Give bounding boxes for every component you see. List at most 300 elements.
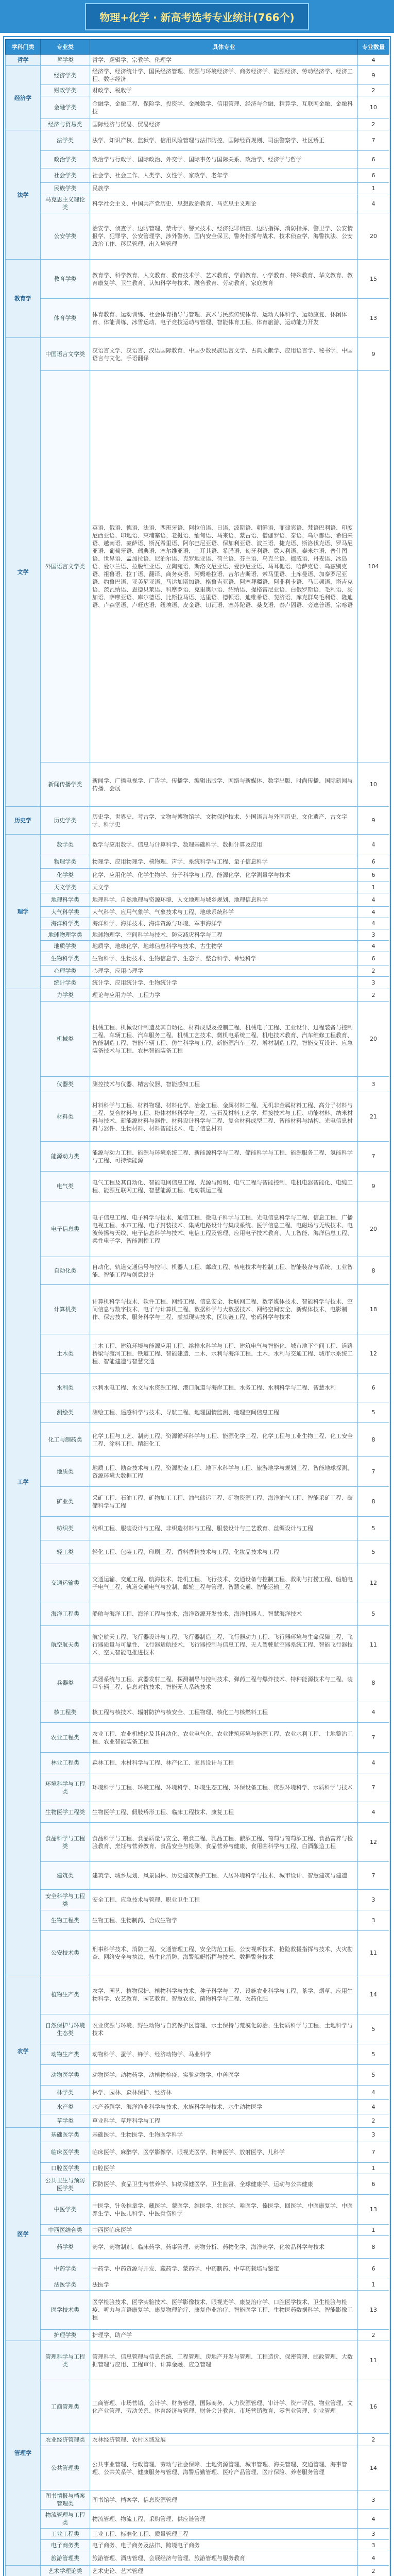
cell-neirong: 生物科学、生物技术、生物信息学、生态学、整合科学、神经科学 — [90, 952, 358, 965]
cell-leibie: 动物医学类 — [41, 2065, 90, 2086]
cell-neirong: 水产养殖学、海洋渔业科学与技术、水族科学与技术、水生动物医学 — [90, 2100, 358, 2114]
table-row — [6, 55, 389, 66]
cell-shuliang: 2 — [358, 2434, 389, 2446]
cell-shuliang: 1 — [358, 2163, 389, 2174]
cell-shuliang: 9 — [358, 66, 389, 85]
table-row — [6, 1423, 389, 1457]
cell-leibie: 地质类 — [41, 1457, 90, 1487]
cell-shuliang: 4 — [358, 1753, 389, 1773]
table-row — [6, 168, 389, 183]
cell-neirong: 森林工程、木材科学与工程、林产化工、家具设计与工程 — [90, 1753, 358, 1773]
table-row — [6, 2014, 389, 2044]
cell-leibie: 土木类 — [41, 1334, 90, 1374]
cell-neirong: 武器系统与工程、武器发射工程、探测制导与控制技术、弹药工程与爆炸技术、特种能源技术与工程、装甲车辆工程、信息对抗技术、智能无人系统技术 — [90, 1664, 358, 1702]
cell-leibie: 外国语言文学类 — [41, 371, 90, 762]
cell-neirong: 电子商务、电子商务及法律、跨境电子商务 — [90, 2540, 358, 2551]
cell-neirong: 金融学、金融工程、保险学、投资学、金融数学、信用管理、经济与金融、精算学、互联网金融、金融科技 — [90, 96, 358, 119]
cell-leibie: 政治学类 — [41, 151, 90, 168]
title-banner — [0, 0, 394, 33]
cell-shuliang: 14 — [358, 2446, 389, 2490]
cell-neirong: 中医学、针灸推拿学、藏医学、蒙医学、维医学、壮医学、哈医学、傣医学、回医学、中医康复学、中医养生学、中医儿科学、中医骨伤科学 — [90, 2195, 358, 2225]
cell-neirong: 国际经济与贸易、贸易经济 — [90, 119, 358, 130]
cell-leibie: 矿业类 — [41, 1487, 90, 1517]
cell-neirong: 电子信息工程、电子科学与技术、通信工程、微电子科学与工程、光电信息科学与工程、信息工程、广播电视工程、水声工程、电子封装技术、集成电路设计与集成系统、医学信息工程、电磁场与无线技术、电波传播与天线、电子信息科学与技术、电信工程及管理、应用电子技术教育、人工智能、海洋信息工程、柔性电子学、智能测控工程 — [90, 1201, 358, 1257]
cell-shuliang: 3 — [358, 2529, 389, 2540]
table-row — [6, 762, 389, 807]
cell-neirong: 轻化工程、包装工程、印刷工程、香料香精技术与工程、化妆品技术与工程 — [90, 1540, 358, 1564]
cell-neirong: 材料科学与工程、材料物理、材料化学、冶金工程、金属材料工程、无机非金属材料工程、高分子材料与工程、复合材料与工程、粉体材料科学与工程、宝石及材料工艺学、焊接技术与工程、功能材料、纳米材料与技术、新能源材料与器件、材料设计科学与工程、复合材料成型工程、智能材料与结构、光电信息材料与器件、生物材料、材料智能技术、电子信息材料 — [90, 1092, 358, 1142]
cell-shuliang: 7 — [358, 1457, 389, 1487]
table-row — [6, 194, 389, 213]
table-row — [6, 1753, 389, 1773]
cell-menlei: 教育学 — [6, 260, 41, 338]
cell-neirong: 纺织工程、服装设计与工程、非织造材料与工程、服装设计与工艺教育、丝绸设计与工程 — [90, 1517, 358, 1540]
table-row — [6, 119, 389, 130]
cell-shuliang: 10 — [358, 96, 389, 119]
cell-neirong: 建筑学、城乡规划、风景园林、历史建筑保护工程、人居环境科学与技术、城市设计、智慧建筑与建造 — [90, 1862, 358, 1890]
cell-leibie: 海洋工程类 — [41, 1602, 90, 1626]
cell-neirong: 中西医临床医学 — [90, 2225, 358, 2236]
cell-menlei: 文学 — [6, 338, 41, 807]
cell-neirong: 船舶与海洋工程、海洋工程与技术、海洋资源开发技术、海洋机器人、智慧海洋技术 — [90, 1602, 358, 1626]
table-row — [6, 2065, 389, 2086]
table-row — [6, 918, 389, 929]
cell-shuliang: 5 — [358, 1517, 389, 1540]
cell-leibie: 电气类 — [41, 1172, 90, 1201]
cell-leibie: 哲学类 — [41, 55, 90, 66]
cell-leibie: 测绘类 — [41, 1402, 90, 1423]
cell-leibie: 生物工程类 — [41, 1910, 90, 1931]
cell-shuliang: 4 — [358, 907, 389, 918]
cell-shuliang: 9 — [358, 1172, 389, 1201]
cell-leibie: 药学类 — [41, 2236, 90, 2259]
cell-shuliang: 2 — [358, 965, 389, 977]
cell-neirong: 汉语言文学、汉语言、汉语国际教育、中国少数民族语言文学、古典文献学、应用语言学、秘书学、中国语言与文化、手语翻译 — [90, 338, 358, 371]
cell-neirong: 治安学、侦查学、边防管理、禁毒学、警犬技术、经济犯罪侦查、边防指挥、消防指挥、警卫学、公安情报学、犯罪学、公安管理学、涉外警务、国内安全保卫、警务指挥与战术、技术侦查学、海警执法、公安政治工作、移民管理、出入境管理 — [90, 213, 358, 260]
cell-neirong: 农学、园艺、植物保护、植物科学与技术、种子科学与工程、设施农业科学与工程、茶学、烟草、应用生物科学、农艺教育、园艺教育、智慧农业、菌物科学与工程、农药化肥 — [90, 1975, 358, 2014]
cell-shuliang: 1 — [358, 2225, 389, 2236]
cell-leibie: 公安技术类 — [41, 1931, 90, 1975]
table-row — [6, 1002, 389, 1077]
cell-neirong: 环境科学与工程、环境工程、环境科学、环境生态工程、环保设备工程、资源环境科学、水质科学与技术 — [90, 1773, 358, 1802]
cell-leibie: 兵器类 — [41, 1664, 90, 1702]
cell-shuliang: 2 — [358, 989, 389, 1002]
table-row — [6, 2434, 389, 2446]
cell-leibie: 中国语言文学类 — [41, 338, 90, 371]
cell-shuliang: 20 — [358, 1002, 389, 1077]
cell-neirong: 生物工程、生物制药、合成生物学 — [90, 1910, 358, 1931]
cell-leibie: 金融学类 — [41, 96, 90, 119]
cell-neirong: 农业资源与环境、野生动物与自然保护区管理、水土保持与荒漠化防治、生物质科学与工程、土地科学与技术 — [90, 2014, 358, 2044]
cell-neirong: 工业工程、标准化工程、质量管理工程 — [90, 2529, 358, 2540]
cell-neirong: 海洋科学、海洋技术、海洋资源与环境、军事海洋学 — [90, 918, 358, 929]
cell-leibie: 历史学类 — [41, 807, 90, 835]
cell-neirong: 医学检验技术、医学实验技术、医学影像技术、眼视光学、康复治疗学、口腔医学技术、卫生检验与检疫、听力与言语康复学、康复物理治疗、康复作业治疗、智能医学工程、生物医药数据科学、智能影像工程 — [90, 2291, 358, 2330]
cell-neirong: 法医学 — [90, 2279, 358, 2291]
cell-menlei: 农学 — [6, 1975, 41, 2128]
table-row — [6, 1890, 389, 1910]
cell-leibie: 财政学类 — [41, 85, 90, 96]
majors-table — [5, 39, 389, 2576]
table-row — [6, 260, 389, 299]
table-row — [6, 2380, 389, 2434]
cell-shuliang: 4 — [358, 2100, 389, 2114]
cell-leibie: 生物医学工程类 — [41, 1802, 90, 1823]
cell-menlei: 历史学 — [6, 807, 41, 835]
cell-shuliang: 4 — [358, 55, 389, 66]
cell-shuliang: 4 — [358, 2510, 389, 2529]
cell-shuliang: 4 — [358, 941, 389, 952]
cell-neirong: 食品科学与工程、食品质量与安全、粮食工程、乳品工程、酿酒工程、葡萄与葡萄酒工程、食品营养与检验教育、烹饪与营养教育、食品安全与检测、食品营养与健康、食用菌科学与工程、白酒酿造工程 — [90, 1823, 358, 1862]
table-row — [6, 1257, 389, 1285]
cell-leibie: 中医学类 — [41, 2195, 90, 2225]
table-row — [6, 130, 389, 151]
table-row — [6, 941, 389, 952]
cell-neirong: 财政学、税收学 — [90, 85, 358, 96]
cell-neirong: 大气科学、应用气象学、气象技术与工程、地球系统科学 — [90, 907, 358, 918]
cell-neirong: 土木工程、建筑环境与能源应用工程、给排水科学与工程、建筑电气与智能化、城市地下空间工程、道路桥梁与渡河工程、铁道工程、智能建造、土木、水利与海洋工程、土木、水利与交通工程、城市水系统工程、智能建造与智慧交通 — [90, 1334, 358, 1374]
cell-leibie: 马克思主义理论类 — [41, 194, 90, 213]
table-row — [6, 1773, 389, 1802]
cell-leibie: 航空航天类 — [41, 1626, 90, 1664]
cell-shuliang: 104 — [358, 371, 389, 762]
table-row — [6, 1702, 389, 1723]
table-row — [6, 96, 389, 119]
table-row — [6, 2510, 389, 2529]
cell-menlei: 工学 — [6, 989, 41, 1975]
cell-neirong: 哲学、逻辑学、宗教学、伦理学 — [90, 55, 358, 66]
cell-shuliang: 4 — [358, 835, 389, 855]
cell-shuliang: 20 — [358, 213, 389, 260]
cell-shuliang: 7 — [358, 1142, 389, 1172]
cell-neirong: 理论与应用力学、工程力学 — [90, 989, 358, 1002]
table-row — [6, 151, 389, 168]
table-row — [6, 1862, 389, 1890]
table-row — [6, 2142, 389, 2163]
table-row — [6, 835, 389, 855]
cell-neirong: 机械工程、机械设计制造及其自动化、材料成型及控制工程、机械电子工程、工业设计、过程装备与控制工程、车辆工程、汽车服务工程、机械工艺技术、微机电系统工程、机电技术教育、汽车维修工程教育、智能制造工程、智能车辆工程、仿生科学与工程、新能源汽车工程、增材制造工程、智能交互设计、应急装备技术与工程、农林智能装备工程 — [90, 1002, 358, 1077]
table-row — [6, 1334, 389, 1374]
cell-leibie: 核工程类 — [41, 1702, 90, 1723]
cell-leibie: 心理学类 — [41, 965, 90, 977]
cell-leibie: 工商管理类 — [41, 2380, 90, 2434]
table-row — [6, 807, 389, 835]
cell-leibie: 化工与制药类 — [41, 1423, 90, 1457]
table-row — [6, 1142, 389, 1172]
cell-neirong: 管理科学、信息管理与信息系统、工程管理、房地产开发与管理、工程造价、保密管理、邮政管理、大数据管理与应用、工程审计、计算金融、应急管理 — [90, 2341, 358, 2380]
cell-leibie: 统计学类 — [41, 977, 90, 989]
table-row — [6, 2279, 389, 2291]
cell-shuliang: 2 — [358, 119, 389, 130]
cell-leibie: 机械类 — [41, 1002, 90, 1077]
cell-neirong: 基础医学、生物医学、生物医学科学 — [90, 2128, 358, 2142]
cell-shuliang: 3 — [358, 2128, 389, 2142]
table-row — [6, 1602, 389, 1626]
cell-leibie: 旅游管理类 — [41, 2551, 90, 2566]
cell-leibie: 公共卫生与预防医学类 — [41, 2174, 90, 2195]
cell-leibie: 计算机类 — [41, 1285, 90, 1334]
cell-shuliang: 16 — [358, 2380, 389, 2434]
cell-menlei: 理学 — [6, 835, 41, 989]
table-row — [6, 2540, 389, 2551]
table-row — [6, 2291, 389, 2330]
cell-shuliang: 13 — [358, 299, 389, 338]
cell-menlei: 管理学 — [6, 2341, 41, 2566]
cell-shuliang: 6 — [358, 869, 389, 882]
cell-leibie: 大气科学类 — [41, 907, 90, 918]
cell-neirong: 农林经济管理、农村区域发展 — [90, 2434, 358, 2446]
cell-neirong: 预防医学、食品卫生与营养学、妇幼保健医学、卫生监督、全球健康学、运动与公共健康 — [90, 2174, 358, 2195]
cell-shuliang: 8 — [358, 1257, 389, 1285]
cell-shuliang: 3 — [358, 2490, 389, 2510]
cell-shuliang: 11 — [358, 1931, 389, 1975]
table-row — [6, 183, 389, 194]
cell-neirong: 刑事科学技术、消防工程、交通管理工程、安全防范工程、公安视听技术、抢险救援指挥与技术、火灾勘查、网络安全与执法、核生化消防、海警舰艇指挥与技术、数据警务技术 — [90, 1931, 358, 1975]
table-row — [6, 2195, 389, 2225]
cell-neirong: 图书馆学、档案学、信息资源管理 — [90, 2490, 358, 2510]
cell-leibie: 教育学类 — [41, 260, 90, 299]
cell-shuliang: 7 — [358, 1862, 389, 1890]
cell-leibie: 化学类 — [41, 869, 90, 882]
cell-leibie: 数学类 — [41, 835, 90, 855]
cell-leibie: 林学类 — [41, 2086, 90, 2100]
cell-neirong: 化学工程与工艺、制药工程、资源循环科学与工程、能源化学工程、化学工程与工业生物工程、化工安全工程、涂料工程、精细化工 — [90, 1423, 358, 1457]
header-neirong: 具体专业 — [90, 40, 358, 55]
cell-neirong: 体育教育、运动训练、社会体育指导与管理、武术与民族传统体育、运动人体科学、运动康复、休闲体育、体能训练、冰雪运动、电子竞技运动与管理、智能体育工程、体育旅游、运动能力开发 — [90, 299, 358, 338]
cell-leibie: 护理学类 — [41, 2330, 90, 2341]
cell-neirong: 地球物理学、空间科学与技术、防灾减灾科学与工程 — [90, 929, 358, 941]
cell-leibie: 地理科学类 — [41, 893, 90, 907]
table-row — [6, 1201, 389, 1257]
cell-neirong: 核工程与核技术、辐射防护与核安全、工程物理、核化工与核燃料工程 — [90, 1702, 358, 1723]
table-row — [6, 2529, 389, 2540]
cell-shuliang: 15 — [358, 260, 389, 299]
cell-neirong: 科学社会主义、中国共产党历史、思想政治教育、马克思主义理论 — [90, 194, 358, 213]
cell-shuliang: 20 — [358, 1201, 389, 1257]
cell-shuliang: 10 — [358, 762, 389, 807]
cell-shuliang: 2 — [358, 85, 389, 96]
table-row — [6, 213, 389, 260]
table-row — [6, 2330, 389, 2341]
table-row — [6, 1975, 389, 2014]
cell-neirong: 能源与动力工程、能源与环境系统工程、新能源科学与工程、储能科学与工程、能源服务工程、氢能科学与工程、可持续能源 — [90, 1142, 358, 1172]
cell-leibie: 图书情报与档案管理类 — [41, 2490, 90, 2510]
table-row — [6, 66, 389, 85]
cell-shuliang: 5 — [358, 2044, 389, 2065]
cell-neirong: 艺术史论、艺术管理 — [90, 2566, 358, 2576]
table-row — [6, 2100, 389, 2114]
cell-shuliang: 4 — [358, 2551, 389, 2566]
cell-leibie: 民族学类 — [41, 183, 90, 194]
cell-menlei: 经济学 — [6, 66, 41, 130]
cell-neirong: 地质工程、勘查技术与工程、资源勘查工程、地下水科学与工程、旅游地学与规划工程、智能地球探测、资源环境大数据工程 — [90, 1457, 358, 1487]
cell-shuliang: 7 — [358, 130, 389, 151]
cell-neirong: 安全工程、应急技术与管理、职业卫生工程 — [90, 1890, 358, 1910]
table-row — [6, 1457, 389, 1487]
table-row — [6, 2551, 389, 2566]
cell-leibie: 自动化类 — [41, 1257, 90, 1285]
cell-leibie: 食品科学与工程类 — [41, 1823, 90, 1862]
cell-neirong: 水利水电工程、水文与水资源工程、港口航道与海岸工程、水务工程、水利科学与工程、智慧水利 — [90, 1374, 358, 1402]
cell-shuliang: 21 — [358, 1092, 389, 1142]
table-row — [6, 2044, 389, 2065]
cell-neirong: 计算机科学与技术、软件工程、网络工程、信息安全、物联网工程、数字媒体技术、智能科学与技术、空间信息与数字技术、电子与计算机工程、数据科学与大数据技术、网络空间安全、新媒体技术、电影制作、保密技术、服务科学与工程、虚拟现实技术、区块链工程、密码科学与技术 — [90, 1285, 358, 1334]
cell-leibie: 仪器类 — [41, 1077, 90, 1092]
cell-shuliang: 5 — [358, 2065, 389, 2086]
table-row — [6, 2128, 389, 2142]
table-row — [6, 1823, 389, 1862]
table-row — [6, 1374, 389, 1402]
cell-shuliang: 7 — [358, 1723, 389, 1753]
table-row — [6, 2566, 389, 2576]
table-row — [6, 2259, 389, 2279]
cell-shuliang: 9 — [358, 807, 389, 835]
cell-leibie: 艺术学理论类 — [41, 2566, 90, 2576]
cell-leibie: 自然保护与环境生态类 — [41, 2014, 90, 2044]
cell-neirong: 测绘工程、遥感科学与技术、导航工程、地理国情监测、地理空间信息工程 — [90, 1402, 358, 1423]
cell-shuliang: 3 — [358, 2540, 389, 2551]
cell-leibie: 轻工类 — [41, 1540, 90, 1564]
cell-neirong: 物流管理、物流工程、采购管理、供应链管理 — [90, 2510, 358, 2529]
cell-leibie: 环境科学与工程类 — [41, 1773, 90, 1802]
cell-leibie: 临床医学类 — [41, 2142, 90, 2163]
table-row — [6, 2236, 389, 2259]
cell-leibie: 林业工程类 — [41, 1753, 90, 1773]
cell-neirong: 公共事业管理、行政管理、劳动与社会保障、土地资源管理、城市管理、海关管理、交通管理、海事管理、公共关系学、健康服务与管理、海警后勤管理、医疗产品管理、医疗保险、养老服务管理 — [90, 2446, 358, 2490]
cell-leibie: 材料类 — [41, 1092, 90, 1142]
cell-leibie: 地球物理学类 — [41, 929, 90, 941]
cell-leibie: 物理学类 — [41, 855, 90, 869]
cell-shuliang: 12 — [358, 1334, 389, 1374]
cell-leibie: 草学类 — [41, 2114, 90, 2128]
cell-leibie: 中药学类 — [41, 2259, 90, 2279]
cell-shuliang: 2 — [358, 2566, 389, 2576]
cell-leibie: 水产类 — [41, 2100, 90, 2114]
table-row — [6, 1402, 389, 1423]
cell-shuliang: 6 — [358, 855, 389, 869]
table-row — [6, 1517, 389, 1540]
cell-neirong: 生物医学工程、假肢矫形工程、临床工程技术、康复工程 — [90, 1802, 358, 1823]
table-row — [6, 2490, 389, 2510]
cell-leibie: 生物科学类 — [41, 952, 90, 965]
table-header-row — [6, 40, 389, 55]
cell-shuliang: 6 — [358, 2259, 389, 2279]
cell-leibie: 动物生产类 — [41, 2044, 90, 2065]
table-row — [6, 2086, 389, 2100]
table-row — [6, 2225, 389, 2236]
cell-neirong: 临床医学、麻醉学、医学影像学、眼视光医学、精神医学、放射医学、儿科学 — [90, 2142, 358, 2163]
cell-neirong: 动物医学、动物药学、动植物检疫、实验动物学、中兽医学 — [90, 2065, 358, 2086]
cell-neirong: 教育学、科学教育、人文教育、教育技术学、艺术教育、学前教育、小学教育、特殊教育、华文教育、教育康复学、卫生教育、认知科学与技术、融合教育、劳动教育、家庭教育 — [90, 260, 358, 299]
cell-shuliang: 2 — [358, 2330, 389, 2341]
cell-shuliang: 5 — [358, 1602, 389, 1626]
page-title: 物理+化学 · 新高考选考专业统计(766个) — [85, 3, 309, 30]
cell-leibie: 农业经济管理类 — [41, 2434, 90, 2446]
cell-shuliang: 4 — [358, 1702, 389, 1723]
cell-neirong: 药学、药物制剂、临床药学、药事管理、药物分析、药物化学、海洋药学、化妆品科学与技术 — [90, 2236, 358, 2259]
cell-leibie: 医学技术类 — [41, 2291, 90, 2330]
cell-leibie: 经济与贸易类 — [41, 119, 90, 130]
header-leibie: 专业类 — [41, 40, 90, 55]
cell-neirong: 天文学 — [90, 882, 358, 893]
cell-neirong: 法学、知识产权、监狱学、信用风险管理与法律防控、国际经贸规则、司法警察学、社区矫正 — [90, 130, 358, 151]
cell-leibie: 建筑类 — [41, 1862, 90, 1890]
cell-shuliang: 8 — [358, 1664, 389, 1702]
cell-leibie: 地质学类 — [41, 941, 90, 952]
table-row — [6, 989, 389, 1002]
cell-neirong: 护理学、助产学 — [90, 2330, 358, 2341]
cell-leibie: 公共管理类 — [41, 2446, 90, 2490]
table-row — [6, 855, 389, 869]
cell-neirong: 政治学与行政学、国际政治、外交学、国际事务与国际关系、政治学、经济学与哲学 — [90, 151, 358, 168]
table-row — [6, 1802, 389, 1823]
cell-shuliang: 3 — [358, 1077, 389, 1092]
header-shuliang: 专业数量 — [358, 40, 389, 55]
cell-leibie: 口腔医学类 — [41, 2163, 90, 2174]
table-row — [6, 371, 389, 762]
table-row — [6, 2446, 389, 2490]
cell-neirong: 化学、应用化学、化学生物学、分子科学与工程、能源化学、化学测量学与技术 — [90, 869, 358, 882]
cell-shuliang: 8 — [358, 2236, 389, 2259]
cell-neirong: 地理科学、自然地理与资源环境、人文地理与城乡规划、地理信息科学 — [90, 893, 358, 907]
table-row — [6, 2341, 389, 2380]
cell-neirong: 物理学、应用物理学、核物理、声学、系统科学与工程、量子信息科学 — [90, 855, 358, 869]
cell-leibie: 中西医结合类 — [41, 2225, 90, 2236]
table-row — [6, 1931, 389, 1975]
cell-shuliang: 11 — [358, 2341, 389, 2380]
cell-neirong: 英语、俄语、德语、法语、西班牙语、阿拉伯语、日语、波斯语、朝鲜语、菲律宾语、梵语巴利语、印度尼西亚语、印地语、柬埔寨语、老挝语、缅甸语、马来语、蒙古语、僧伽罗语、泰语、乌尔都语、希伯来语、越南语、豪萨语、斯瓦希里语、阿尔巴尼亚语、保加利亚语、波兰语、捷克语、斯洛伐克语、罗马尼亚语、葡萄牙语、瑞典语、塞尔维亚语、土耳其语、希腊语、匈牙利语、意大利语、泰米尔语、普什图语、世界语、孟加拉语、尼泊尔语、克罗地亚语、荷兰语、芬兰语、乌克兰语、挪威语、丹麦语、冰岛语、爱尔兰语、拉脱维亚语、立陶宛语、斯洛文尼亚语、爱沙尼亚语、马耳他语、哈萨克语、乌兹别克语、祖鲁语、拉丁语、翻译、商务英语、阿姆哈拉语、吉尔吉斯语、索马里语、土库曼语、加泰罗尼亚语、约鲁巴语、亚美尼亚语、马达加斯加语、格鲁吉亚语、阿塞拜疆语、阿非利卡语、马其顿语、塔吉克语、茨瓦纳语、恩德贝莱语、科摩罗语、克里奥尔语、绍纳语、提格雷尼亚语、白俄罗斯语、毛利语、汤加语、萨摩亚语、库尔德语、比斯拉马语、达里语、德顿语、迪维希语、斐济语、库克群岛毛利语、隆迪语、卢森堡语、卢旺达语、纽埃语、皮金语、切瓦语、塞苏陀语、桑戈语、泰卢固语、旁遮普语、宗喀语 — [90, 371, 358, 762]
table-row — [6, 1092, 389, 1142]
cell-shuliang: 6 — [358, 168, 389, 183]
table-row — [6, 1564, 389, 1602]
cell-shuliang: 8 — [358, 1423, 389, 1457]
cell-neirong: 农业工程、农业机械化及其自动化、农业电气化、农业建筑环境与能源工程、农业水利工程、土地整治工程、农业智能装备工程 — [90, 1723, 358, 1753]
cell-leibie: 力学类 — [41, 989, 90, 1002]
cell-leibie: 法医学类 — [41, 2279, 90, 2291]
cell-shuliang: 13 — [358, 2195, 389, 2225]
cell-neirong: 历史学、世界史、考古学、文物与博物馆学、文物保护技术、外国语言与外国历史、文化遗产、古文字学、科学史 — [90, 807, 358, 835]
table-row — [6, 85, 389, 96]
cell-shuliang: 7 — [358, 1773, 389, 1802]
cell-leibie: 公安学类 — [41, 213, 90, 260]
cell-shuliang: 3 — [358, 1890, 389, 1910]
cell-menlei — [6, 2566, 41, 2576]
table-row — [6, 929, 389, 941]
cell-leibie: 基础医学类 — [41, 2128, 90, 2142]
cell-shuliang: 1 — [358, 2279, 389, 2291]
cell-menlei: 哲学 — [6, 55, 41, 66]
cell-neirong: 旅游管理、酒店管理、会展经济与管理、旅游管理与服务教育 — [90, 2551, 358, 2566]
cell-leibie: 海洋科学类 — [41, 918, 90, 929]
cell-neirong: 电气工程及其自动化、智能电网信息工程、光源与照明、电气工程与智能控制、电机电器智能化、电缆工程、能源互联网工程、智慧能源工程、电动载运工程 — [90, 1172, 358, 1201]
table-row — [6, 882, 389, 893]
cell-leibie: 农业工程类 — [41, 1723, 90, 1753]
cell-shuliang: 2 — [358, 2114, 389, 2128]
cell-menlei: 法学 — [6, 130, 41, 260]
cell-leibie: 水利类 — [41, 1374, 90, 1402]
cell-shuliang: 11 — [358, 1626, 389, 1664]
cell-leibie: 能源动力类 — [41, 1142, 90, 1172]
cell-neirong: 草业科学、草坪科学与工程 — [90, 2114, 358, 2128]
cell-shuliang: 4 — [358, 194, 389, 213]
cell-shuliang: 3 — [358, 977, 389, 989]
cell-leibie: 交通运输类 — [41, 1564, 90, 1602]
cell-shuliang: 8 — [358, 1487, 389, 1517]
cell-shuliang: 3 — [358, 929, 389, 941]
table-row — [6, 299, 389, 338]
cell-shuliang: 4 — [358, 1802, 389, 1823]
table-row — [6, 1077, 389, 1092]
